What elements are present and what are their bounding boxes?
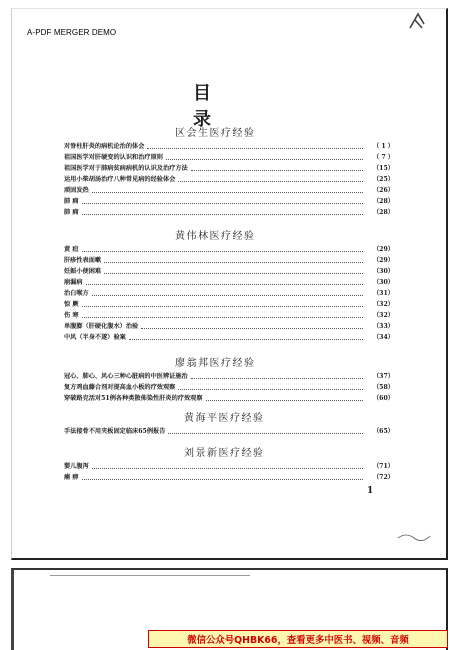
toc-entry-title: 祖国医学对于肺病贫病病机的认识及治疗方法 [64, 165, 188, 172]
toc-entry-title: 肺 痈 [64, 209, 79, 216]
toc-leader-dots [82, 214, 363, 215]
toc-entry [64, 267, 394, 277]
toc-entry-page: （37） [373, 373, 394, 380]
toc-leader-dots [92, 295, 363, 296]
section-heading: 刘景新医疗经验 [184, 448, 265, 459]
toc-entry-page: （ 1 ） [373, 143, 394, 150]
toc-entry-page: （33） [373, 323, 394, 330]
toc-entry-title: 顽固发热 [64, 187, 89, 194]
toc-leader-dots [178, 389, 363, 390]
section-heading: 区会生医疗经验 [175, 128, 256, 139]
toc-entry-page: （15） [373, 165, 394, 172]
toc-leader-dots [191, 378, 363, 379]
toc-entry-page: （29） [373, 246, 394, 253]
toc-entry [64, 256, 394, 266]
toc-entry-page: （26） [373, 187, 394, 194]
toc-entry-title: 复方鸡血藤合剂对提高血小板的疗效观察 [64, 384, 176, 391]
toc-entry-page: （30） [373, 268, 394, 275]
toc-entry-page: （25） [373, 176, 394, 183]
toc-entry-title: 婴儿腹泻 [64, 463, 89, 470]
toc-entry [64, 142, 394, 152]
toc-leader-dots [92, 192, 363, 193]
toc-entry-title: 惊 厥 [64, 301, 79, 308]
toc-leader-dots [178, 181, 363, 182]
toc-entry-page: （58） [373, 384, 394, 391]
toc-leader-dots [82, 479, 363, 480]
toc-entry [64, 164, 394, 174]
toc-entry [64, 322, 394, 332]
toc-entry-title: 冠心、肺心、风心三种心脏病的中医辨证施治 [64, 373, 188, 380]
toc-entry-page: （72） [373, 474, 394, 481]
toc-leader-dots [104, 273, 363, 274]
toc-entry [64, 473, 394, 483]
promo-banner: 微信公众号QHBK66，查看更多中医书、视频、音频 [148, 630, 448, 648]
toc-entry [64, 289, 394, 299]
toc-entry [64, 333, 394, 343]
toc-leader-dots [86, 284, 363, 285]
section-heading: 廖翁邦医疗经验 [175, 358, 256, 369]
toc-entry [64, 311, 394, 321]
page-number: 1 [367, 486, 374, 496]
toc-entry-title: 黄 疸 [64, 246, 79, 253]
toc-entry-title: 对脊柱肝炎的病机论治的体会 [64, 143, 145, 150]
toc-entry [64, 197, 394, 207]
toc-entry [64, 153, 394, 163]
toc-entry [64, 186, 394, 196]
toc-leader-dots [104, 262, 363, 263]
toc-entry-title: 治白喉方 [64, 290, 89, 297]
toc-entry-title: 肝疹性表面嗽 [64, 257, 102, 264]
toc-entry-page: （34） [373, 334, 394, 341]
toc-entry-page: （65） [373, 428, 394, 435]
scribble-icon [396, 530, 436, 544]
toc-entry [64, 278, 394, 288]
toc-leader-dots [166, 159, 363, 160]
toc-entry [64, 372, 394, 382]
toc-leader-dots [92, 468, 363, 469]
toc-entry-title: 运用小柴胡汤治疗八种常见病的经验体会 [64, 176, 176, 183]
toc-entry-page: （28） [373, 198, 394, 205]
section-heading: 黄海平医疗经验 [184, 413, 265, 424]
scribble-mark-icon [406, 10, 428, 32]
watermark-header: A-PDF MERGER DEMO [27, 28, 117, 37]
toc-entry [64, 300, 394, 310]
toc-entry [64, 394, 394, 404]
toc-entry-title: 手法接骨不用夹板固定临床65例报告 [64, 428, 166, 435]
toc-leader-dots [191, 170, 363, 171]
toc-entry-title: 穿破路克活对51例各种类散佈染性肝炎的疗效观察 [64, 395, 203, 402]
next-page-rule [50, 575, 250, 576]
toc-entry-page: （60） [373, 395, 394, 402]
toc-entry-page: （ 7 ） [373, 154, 394, 161]
toc-entry-title: 肺 痈 [64, 198, 79, 205]
toc-entry-title: 痛 痹 [64, 474, 79, 481]
toc-title: 目 录 [193, 83, 225, 130]
toc-entry [64, 175, 394, 185]
toc-entry-page: （30） [373, 279, 394, 286]
toc-entry-title: 单腹膨（肝硬化腹水）治验 [64, 323, 139, 330]
toc-entry-page: （29） [373, 257, 394, 264]
toc-entry-page: （31） [373, 290, 394, 297]
toc-leader-dots [82, 251, 363, 252]
toc-leader-dots [129, 339, 363, 340]
toc-leader-dots [82, 306, 363, 307]
toc-leader-dots [206, 400, 363, 401]
toc-entry [64, 427, 394, 437]
toc-leader-dots [147, 148, 363, 149]
section-heading: 黄伟林医疗经验 [175, 231, 256, 242]
toc-entry-page: （71） [373, 463, 394, 470]
toc-entry-title: 祖国医学对肝硬变的认识和治疗原则 [64, 154, 163, 161]
toc-entry-title: 伤 寒 [64, 312, 79, 319]
toc-leader-dots [82, 203, 363, 204]
toc-leader-dots [82, 317, 363, 318]
toc-entry [64, 462, 394, 472]
toc-entry-page: （32） [373, 312, 394, 319]
toc-entry [64, 245, 394, 255]
toc-entry [64, 208, 394, 218]
toc-entry-page: （28） [373, 209, 394, 216]
toc-entry-title: 妊娠小便困难 [64, 268, 102, 275]
toc-leader-dots [141, 328, 363, 329]
toc-entry-title: 崩漏病 [64, 279, 83, 286]
toc-entry-page: （32） [373, 301, 394, 308]
toc-leader-dots [168, 433, 363, 434]
toc-entry-title: 中风（半身不遂）验案 [64, 334, 126, 341]
toc-entry [64, 383, 394, 393]
